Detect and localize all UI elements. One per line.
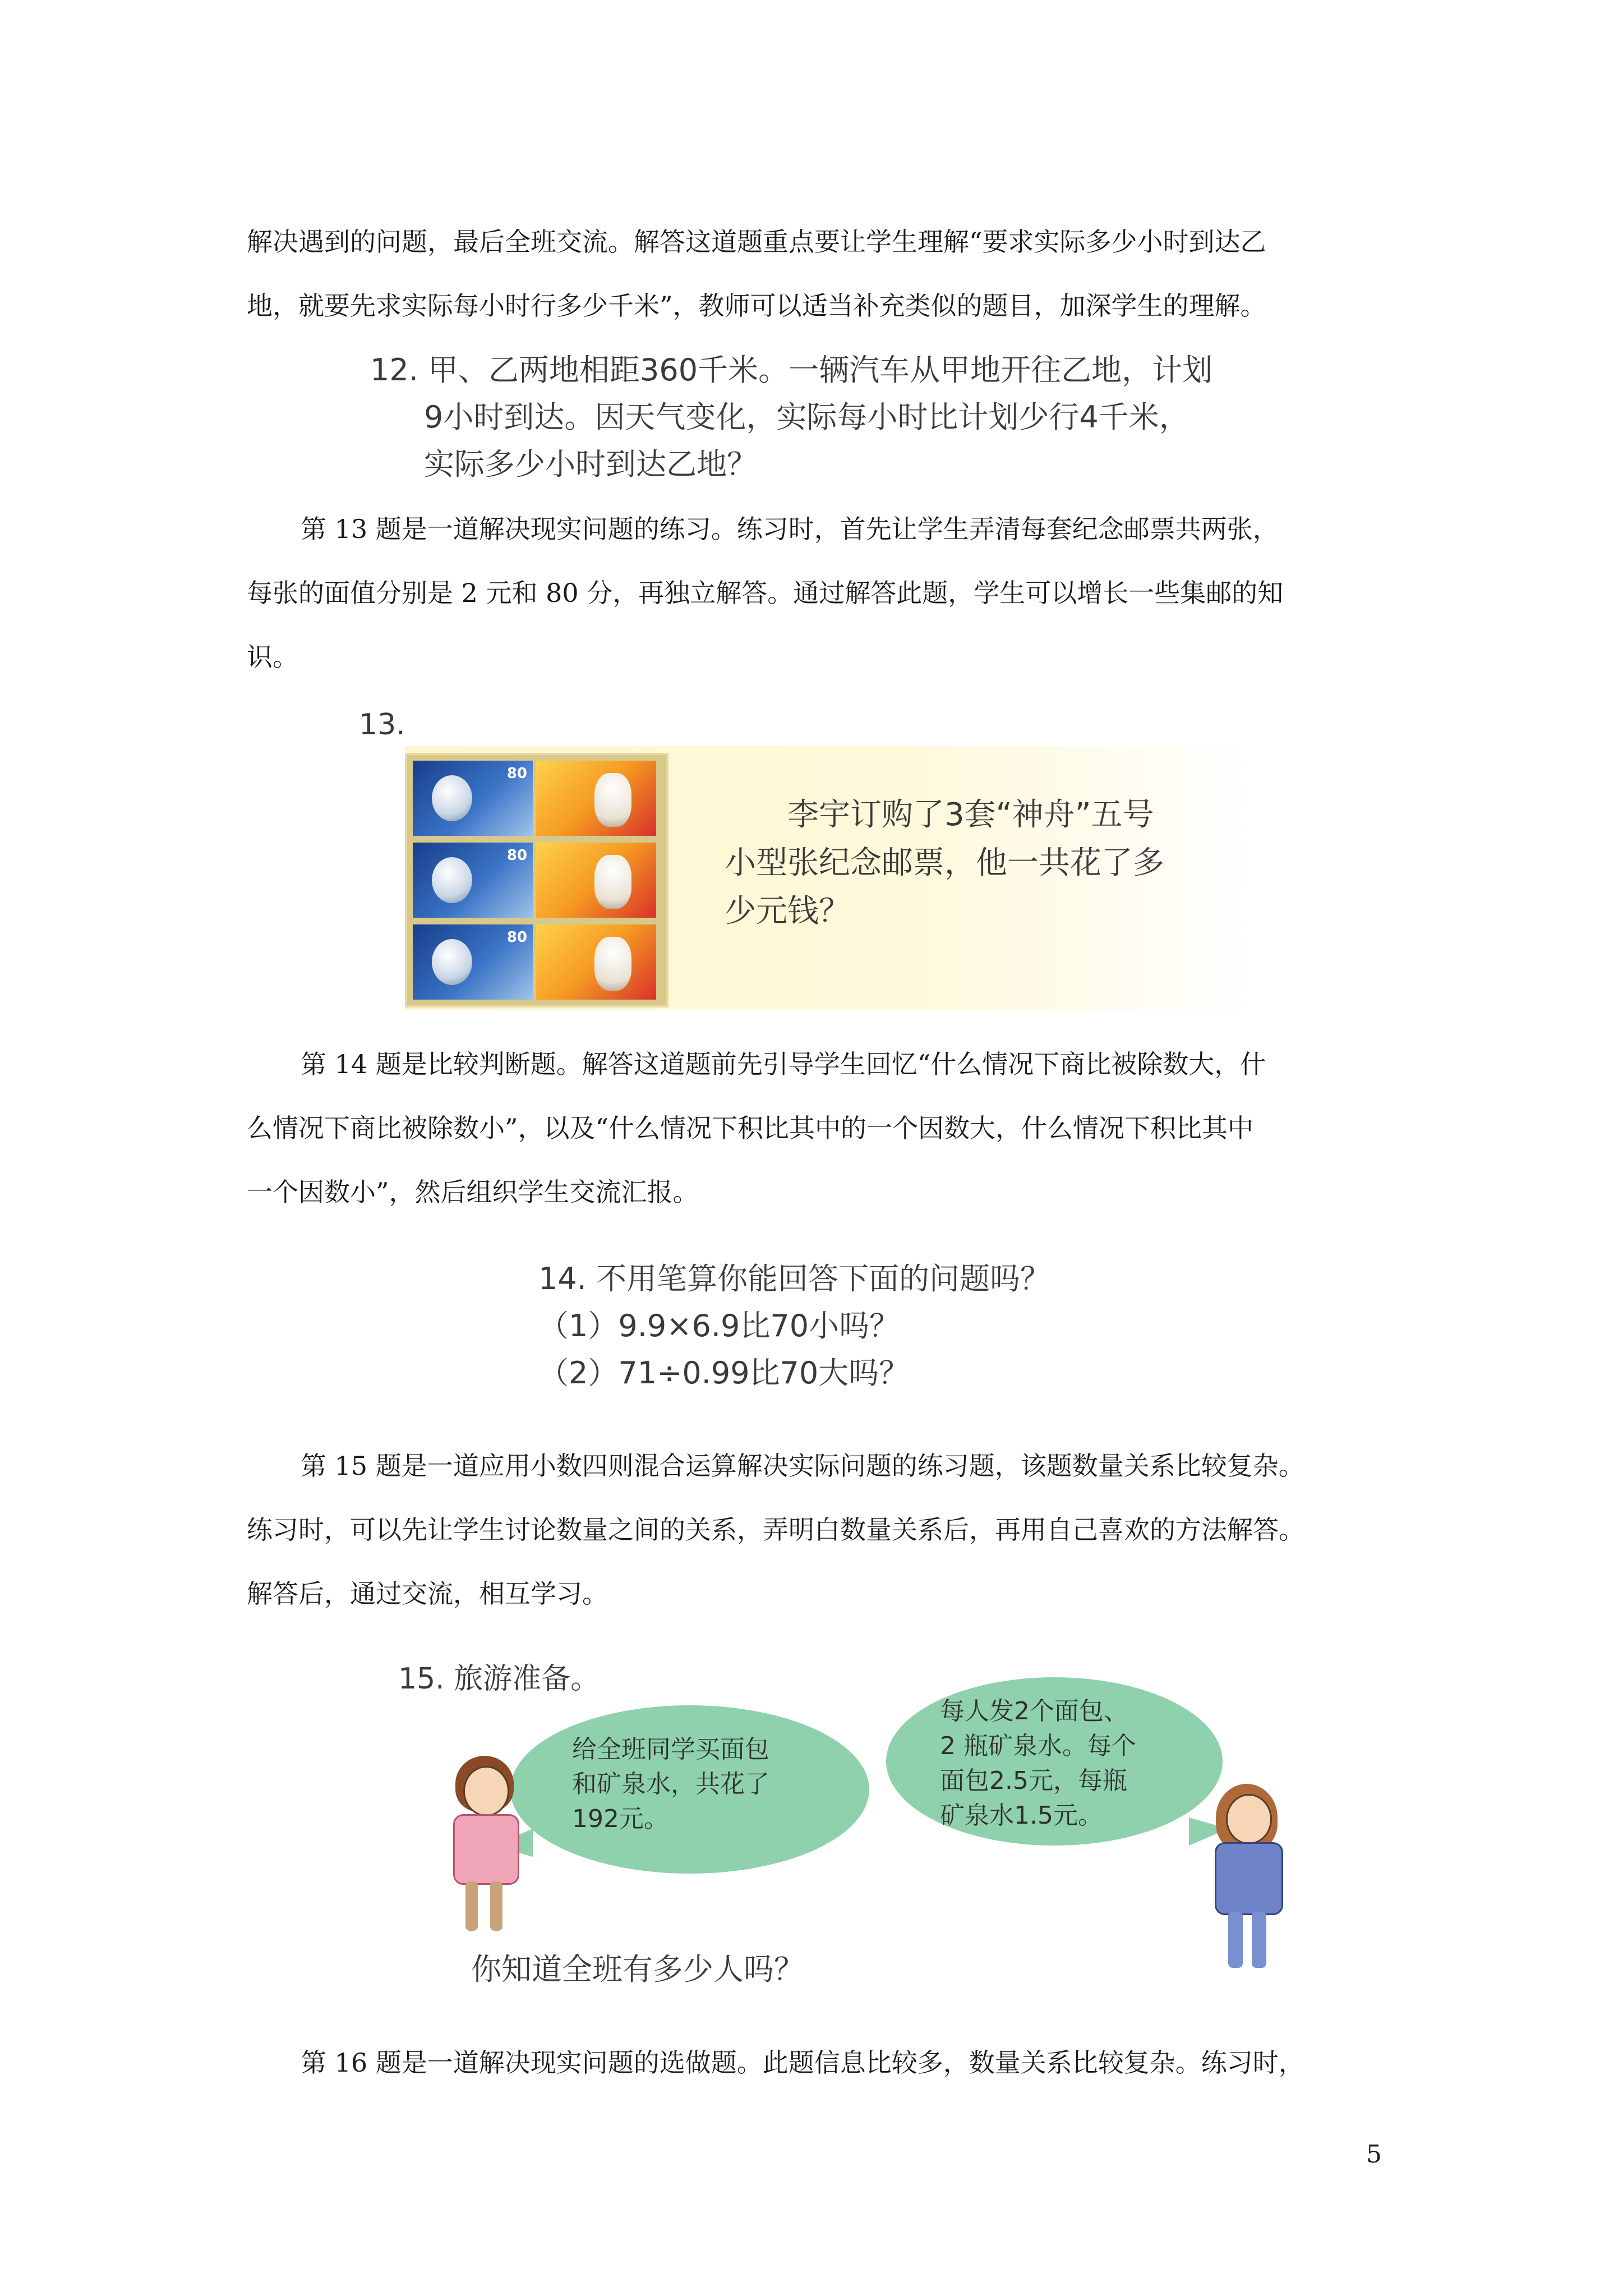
bubble-line: 给全班同学买面包: [572, 1735, 769, 1764]
bubble-line: 192元。: [572, 1805, 668, 1833]
page-number: 5: [1366, 2140, 1382, 2169]
text-line: 解答后，通过交流，相互学习。: [247, 1579, 608, 1609]
speech-bubble-right: [886, 1677, 1223, 1846]
paragraph-1: [247, 210, 1380, 338]
astronaut-helmet-icon: [432, 939, 472, 985]
bubble-line: 矿泉水1.5元。: [940, 1801, 1103, 1830]
problem-13-text: [725, 791, 1229, 936]
problem-13-box: [405, 746, 1263, 1010]
astronaut-figure-icon: [594, 937, 631, 991]
stamp-face-value: 80: [506, 765, 527, 782]
astronaut-flag-stamp: [536, 761, 656, 836]
problem-12: [370, 347, 1212, 488]
problem-line: 实际多少小时到达乙地？: [424, 447, 757, 482]
problem-14: [538, 1255, 1050, 1397]
astronaut-helmet-icon: [432, 775, 472, 821]
astronaut-stamp: [413, 843, 533, 918]
paragraph-3: [247, 1032, 1380, 1224]
speech-bubble-left: [510, 1705, 869, 1874]
problem-13-label: 13.: [359, 708, 405, 742]
bubble-line: 面包2.5元，每瓶: [940, 1766, 1127, 1795]
bubble-line: 每人发2个面包、: [940, 1697, 1128, 1726]
stamp-face-value: 80: [506, 929, 527, 946]
stamp-face-value: 80: [506, 847, 527, 864]
problem-15-question: 你知道全班有多少人吗？: [471, 1952, 804, 1987]
text-line: 第 16 题是一道解决现实问题的选做题。此题信息比较多，数量关系比较复杂。练习时，: [301, 2047, 1304, 2078]
problem-line: 12. 甲、乙两地相距360千米。一辆汽车从甲地开往乙地，计划: [370, 352, 1213, 388]
problem-line: 9小时到达。因天气变化，实际每小时比计划少行4千米，: [424, 399, 1189, 435]
text-line: 地，就要先求实际每小时行多少千米”，教师可以适当补充类似的题目，加深学生的理解。: [247, 291, 1266, 321]
stamp-sheet-image: [405, 753, 668, 1007]
text-line: 一个因数小”，然后组织学生交流汇报。: [247, 1177, 699, 1207]
teacher-right-illustration: [1206, 1784, 1290, 1975]
text-line: 第 15 题是一道应用小数四则混合运算解决实际问题的练习题，该题数量关系比较复杂。: [301, 1451, 1304, 1481]
text-line: 第 14 题是比较判断题。解答这道题前先引导学生回忆“什么情况下商比被除数大，什: [301, 1049, 1266, 1079]
problem-line: 少元钱？: [725, 893, 850, 930]
paragraph-2: [247, 497, 1380, 689]
problem-15-title: 15. 旅游准备。: [398, 1662, 600, 1696]
stamp-set: [413, 843, 661, 918]
problem-line: （1）9.9×6.9比70小吗？: [538, 1308, 900, 1343]
problem-line: 小型张纪念邮票，他一共花了多: [725, 845, 1164, 881]
astronaut-flag-stamp: [536, 924, 656, 1000]
teacher-left-illustration: [443, 1756, 527, 1935]
paragraph-4: [247, 1434, 1380, 1626]
astronaut-stamp: [413, 924, 533, 1000]
problem-line: 李宇订购了3套“神舟”五号: [787, 797, 1154, 833]
text-line: 每张的面值分别是 2 元和 80 分，再独立解答。通过解答此题，学生可以增长一些集邮的知: [247, 578, 1284, 608]
astronaut-figure-icon: [594, 855, 631, 909]
stamp-set: [413, 924, 661, 1000]
text-line: 么情况下商比被除数小”，以及“什么情况下积比其中的一个因数大，什么情况下积比其中: [247, 1113, 1254, 1143]
text-line: 解决遇到的问题，最后全班交流。解答这道题重点要让学生理解“要求实际多少小时到达乙: [247, 227, 1266, 257]
astronaut-figure-icon: [594, 773, 631, 827]
bubble-line: 2 瓶矿泉水。每个: [940, 1732, 1136, 1760]
bubble-line: 和矿泉水，共花了: [572, 1770, 769, 1798]
astronaut-flag-stamp: [536, 843, 656, 918]
text-line: 练习时，可以先让学生讨论数量之间的关系，弄明白数量关系后，再用自己喜欢的方法解答。: [247, 1515, 1304, 1545]
stamp-set: [413, 761, 661, 836]
paragraph-5: [247, 2031, 1380, 2095]
astronaut-helmet-icon: [432, 857, 472, 903]
astronaut-stamp: [413, 761, 533, 836]
problem-line: 14. 不用笔算你能回答下面的问题吗？: [538, 1261, 1051, 1296]
problem-line: （2）71÷0.99比70大吗？: [538, 1355, 910, 1391]
text-line: 识。: [247, 642, 298, 672]
text-line: 第 13 题是一道解决现实问题的练习。练习时，首先让学生弄清每套纪念邮票共两张，: [301, 514, 1279, 544]
